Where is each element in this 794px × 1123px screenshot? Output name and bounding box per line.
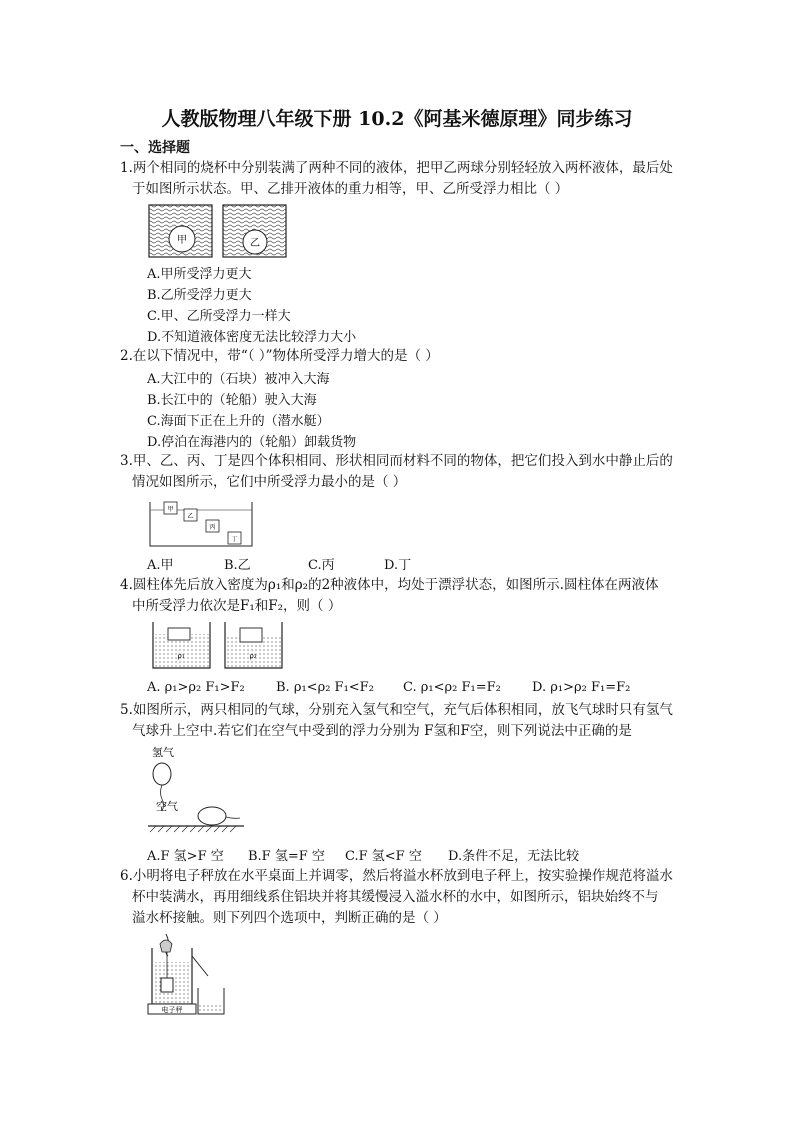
object-bing-label: 丙 <box>209 524 216 531</box>
q4-option-a: A. ρ₁>ρ₂ F₁>F₂ <box>147 680 245 695</box>
q2-option-a: A.大江中的（石块）被冲入大海 <box>147 372 330 387</box>
question-4-text: 4.圆柱体先后放入密度为ρ₁和ρ₂的2种液体中，均处于漂浮状态，如图所示.圆柱体在两液体 <box>120 577 659 593</box>
section-heading: 一、选择题 <box>120 140 190 156</box>
q4-option-c: C. ρ₁<ρ₂ F₁=F₂ <box>403 680 501 695</box>
ball-yi-label: 乙 <box>250 238 260 249</box>
q2-option-c: C.海面下正在上升的（潜水艇） <box>147 414 330 429</box>
q1-option-d: D.不知道液体密度无法比较浮力大小 <box>147 330 357 345</box>
question-1-figure <box>148 204 290 260</box>
question-3-text-cont: 情况如图所示，它们中所受浮力最小的是（ ） <box>132 474 407 490</box>
air-label: 空气 <box>156 800 178 813</box>
ball-jia-label: 甲 <box>177 235 187 246</box>
q1-option-a: A.甲所受浮力更大 <box>147 267 252 282</box>
question-5-text-cont: 气球升上空中.若它们在空气中受到的浮力分别为 F氢和F空，则下列说法中正确的是 <box>132 723 632 739</box>
question-3-figure <box>148 496 254 548</box>
liquid-rho2-label: ρ₂ <box>249 652 257 660</box>
question-1-text: 1.两个相同的烧杯中分别装满了两种不同的液体，把甲乙两球分别轻轻放入两杯液体，最后处 <box>120 160 673 176</box>
object-jia-label: 甲 <box>167 506 174 513</box>
question-2-text: 2.在以下情况中，带“（ ）”物体所受浮力增大的是（ ） <box>120 348 439 364</box>
q5-option-c: C.F 氢<F 空 <box>345 849 422 864</box>
question-6-text-cont2: 溢水杯接触。则下列四个选项中，判断正确的是（ ） <box>132 910 447 926</box>
q2-option-d: D.停泊在海港内的（轮船）卸载货物 <box>147 435 357 450</box>
page-title: 人教版物理八年级下册 10.2《阿基米德原理》同步练习 <box>161 108 633 130</box>
q5-option-d: D.条件不足，无法比较 <box>448 849 580 864</box>
question-1-text-cont: 于如图所示状态。甲、乙排开液体的重力相等，甲、乙所受浮力相比（ ） <box>132 181 569 197</box>
q5-option-b: B.F 氢=F 空 <box>248 849 325 864</box>
q1-option-c: C.甲、乙所受浮力一样大 <box>147 309 291 324</box>
question-5-text: 5.如图所示，两只相同的气球，分别充入氢气和空气，充气后体积相同，放飞气球时只有氢气 <box>120 702 673 718</box>
question-6-text: 6.小明将电子秤放在水平桌面上并调零，然后将溢水杯放到电子秤上，按实验操作规范将溢水 <box>120 868 673 884</box>
question-4-figure <box>150 620 290 670</box>
question-4-text-cont: 中所受浮力依次是F₁和F₂，则（ ） <box>132 598 342 614</box>
object-ding-label: 丁 <box>231 536 238 543</box>
q2-option-b: B.长江中的（轮船）驶入大海 <box>147 393 317 408</box>
q3-option-c: C.丙 <box>308 558 335 573</box>
q4-option-d: D. ρ₁>ρ₂ F₁=F₂ <box>532 680 631 695</box>
liquid-rho1-label: ρ₁ <box>177 652 185 660</box>
q5-option-a: A.F 氢>F 空 <box>147 849 224 864</box>
q3-option-a: A.甲 <box>147 558 174 573</box>
question-6-figure <box>146 932 230 1024</box>
question-6-text-cont: 杯中装满水，再用细线系住铝块并将其缓慢浸入溢水杯的水中，如图所示，铝块始终不与 <box>132 889 659 905</box>
q3-option-d: D.丁 <box>384 558 412 573</box>
question-3-text: 3.甲、乙、丙、丁是四个体积相同、形状相同而材料不同的物体，把它们投入到水中静止后的 <box>120 453 673 469</box>
hydrogen-label: 氢气 <box>152 746 174 759</box>
object-yi-label: 乙 <box>187 513 194 520</box>
electronic-scale-label: 电子秤 <box>161 1006 183 1014</box>
q3-option-b: B.乙 <box>224 558 251 573</box>
q4-option-b: B. ρ₁<ρ₂ F₁<F₂ <box>276 680 374 695</box>
q1-option-b: B.乙所受浮力更大 <box>147 288 252 303</box>
question-5-figure <box>146 744 246 836</box>
